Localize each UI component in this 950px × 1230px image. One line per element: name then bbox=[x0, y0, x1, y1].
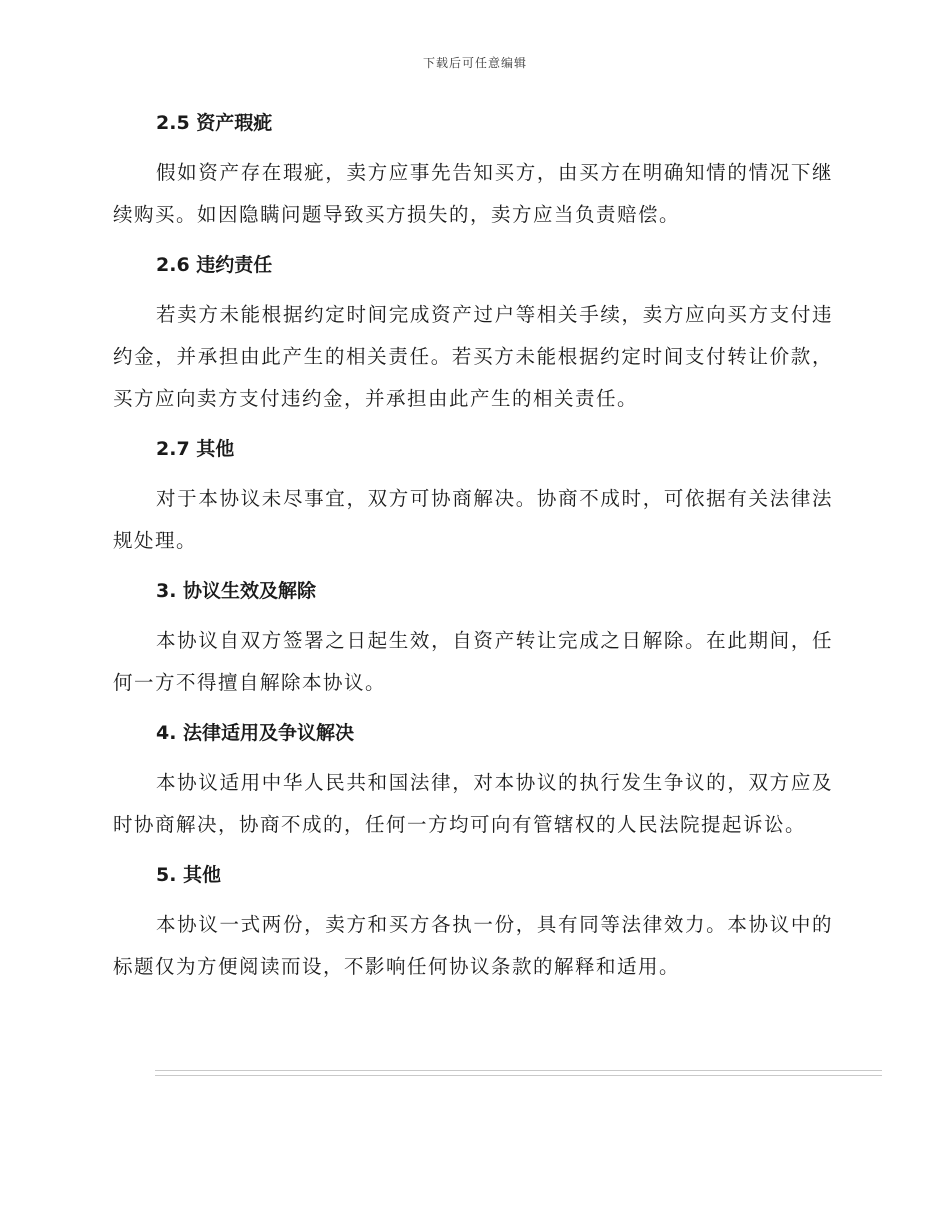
section-title: 2.7 其他 bbox=[156, 438, 235, 460]
section-other-2-7 bbox=[113, 434, 833, 562]
section-asset-defects bbox=[113, 108, 833, 236]
section-title: 5. 其他 bbox=[156, 864, 222, 886]
section-paragraph: 若卖方未能根据约定时间完成资产过户等相关手续，卖方应向买方支付违约金，并承担由此产生的相关责任。若买方未能根据约定时间支付转让价款，买方应向卖方支付违约金，并承担由此产生的相关责任。 bbox=[113, 303, 833, 410]
section-governing-law bbox=[113, 718, 833, 846]
document-body bbox=[113, 108, 833, 1002]
section-paragraph: 对于本协议未尽事宜，双方可协商解决。协商不成时，可依据有关法律法规处理。 bbox=[113, 487, 833, 552]
section-paragraph: 本协议自双方签署之日起生效，自资产转让完成之日解除。在此期间，任何一方不得擅自解除本协议。 bbox=[113, 629, 833, 694]
section-paragraph: 本协议一式两份，卖方和买方各执一份，具有同等法律效力。本协议中的标题仅为方便阅读而设，不影响任何协议条款的解释和适用。 bbox=[113, 913, 833, 978]
section-title: 2.6 违约责任 bbox=[156, 254, 273, 276]
section-paragraph: 本协议适用中华人民共和国法律，对本协议的执行发生争议的，双方应及时协商解决，协商不成的，任何一方均可向有管辖权的人民法院提起诉讼。 bbox=[113, 771, 833, 836]
section-title: 4. 法律适用及争议解决 bbox=[156, 722, 355, 744]
section-title: 2.5 资产瑕疵 bbox=[156, 112, 273, 134]
section-other-5 bbox=[113, 860, 833, 988]
section-paragraph: 假如资产存在瑕疵，卖方应事先告知买方，由买方在明确知情的情况下继续购买。如因隐瞒问题导致买方损失的，卖方应当负责赔偿。 bbox=[113, 161, 833, 226]
footer-divider bbox=[155, 1070, 882, 1076]
section-effect-termination bbox=[113, 576, 833, 704]
section-breach-liability bbox=[113, 250, 833, 420]
header-note: 下载后可任意编辑 bbox=[422, 56, 527, 70]
section-title: 3. 协议生效及解除 bbox=[156, 580, 317, 602]
